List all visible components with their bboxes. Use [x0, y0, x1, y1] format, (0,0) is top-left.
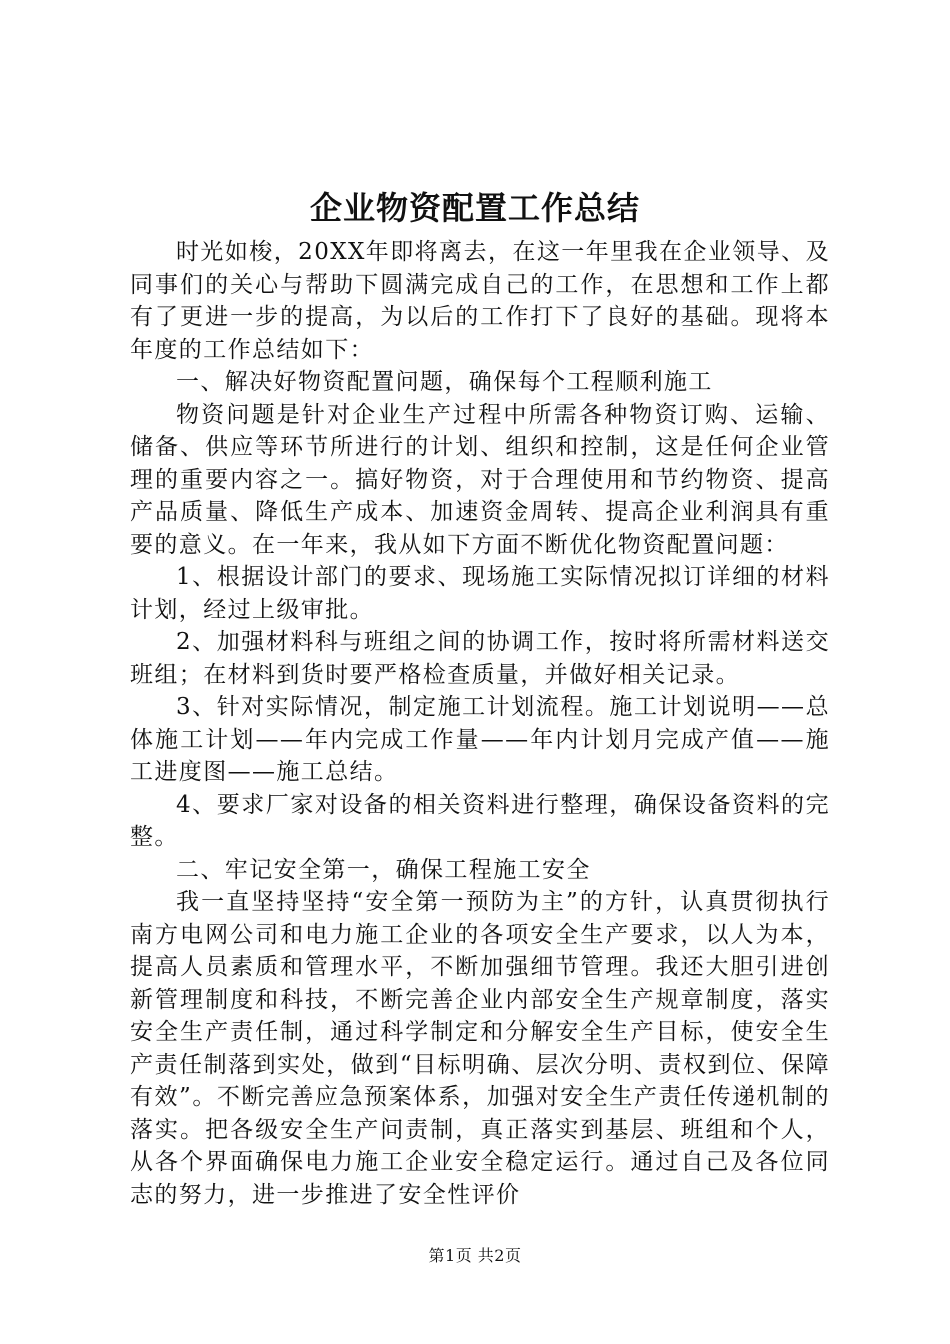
- intro-paragraph: 时光如梭，20XX年即将离去，在这一年里我在企业领导、及同事们的关心与帮助下圆满完成自己的工作，在思想和工作上都有了更进一步的提高，为以后的工作打下了良好的基础。现将本年度的工作总结如下：: [130, 239, 830, 363]
- list-item-4: 4、要求厂家对设备的相关资料进行整理，确保设备资料的完整。: [130, 791, 830, 850]
- section-heading-2: 二、牢记安全第一，确保工程施工安全: [176, 856, 591, 883]
- body-paragraph: 我一直坚持坚持“安全第一预防为主”的方针，认真贯彻执行南方电网公司和电力施工企业的各项安全生产要求，以人为本，提高人员素质和管理水平，不断加强细节管理。我还大胆引进创新管理制度和科技，不断完善企业内部安全生产规章制度，落实安全生产责任制，通过科学制定和分解安全生产目标，使安全生产责任制落到实处，做到“目标明确、层次分明、责权到位、保障有效”。不断完善应急预案体系，加强对安全生产责任传递机制的落实。把各级安全生产问责制，真正落实到基层、班组和个人，从各个界面确保电力施工企业安全稳定运行。通过自己及各位同志的努力，进一步推进了安全性评价: [130, 889, 830, 1208]
- document-body: [130, 236, 830, 1211]
- section-heading-1: 一、解决好物资配置问题，确保每个工程顺利施工: [176, 369, 713, 395]
- body-paragraph: 物资问题是针对企业生产过程中所需各种物资订购、运输、储备、供应等环节所进行的计划、组织和控制，这是任何企业管理的重要内容之一。搞好物资，对于合理使用和节约物资、提高产品质量、降低生产成本、加速资金周转、提高企业利润具有重要的意义。在一年来，我从如下方面不断优化物资配置问题：: [130, 401, 830, 558]
- list-item-2: 2、加强材料科与班组之间的协调工作，按时将所需材料送交班组；在材料到货时要严格检查质量，并做好相关记录。: [130, 629, 830, 688]
- page-number-footer: 第1页 共2页: [428, 1246, 522, 1265]
- document-title: 企业物资配置工作总结: [309, 189, 640, 227]
- list-item-1: 1、根据设计部门的要求、现场施工实际情况拟订详细的材料计划，经过上级审批。: [130, 564, 830, 623]
- list-item-3: 3、针对实际情况，制定施工计划流程。施工计划说明——总体施工计划——年内完成工作量——年内计划月完成产值——施工进度图——施工总结。: [130, 694, 830, 785]
